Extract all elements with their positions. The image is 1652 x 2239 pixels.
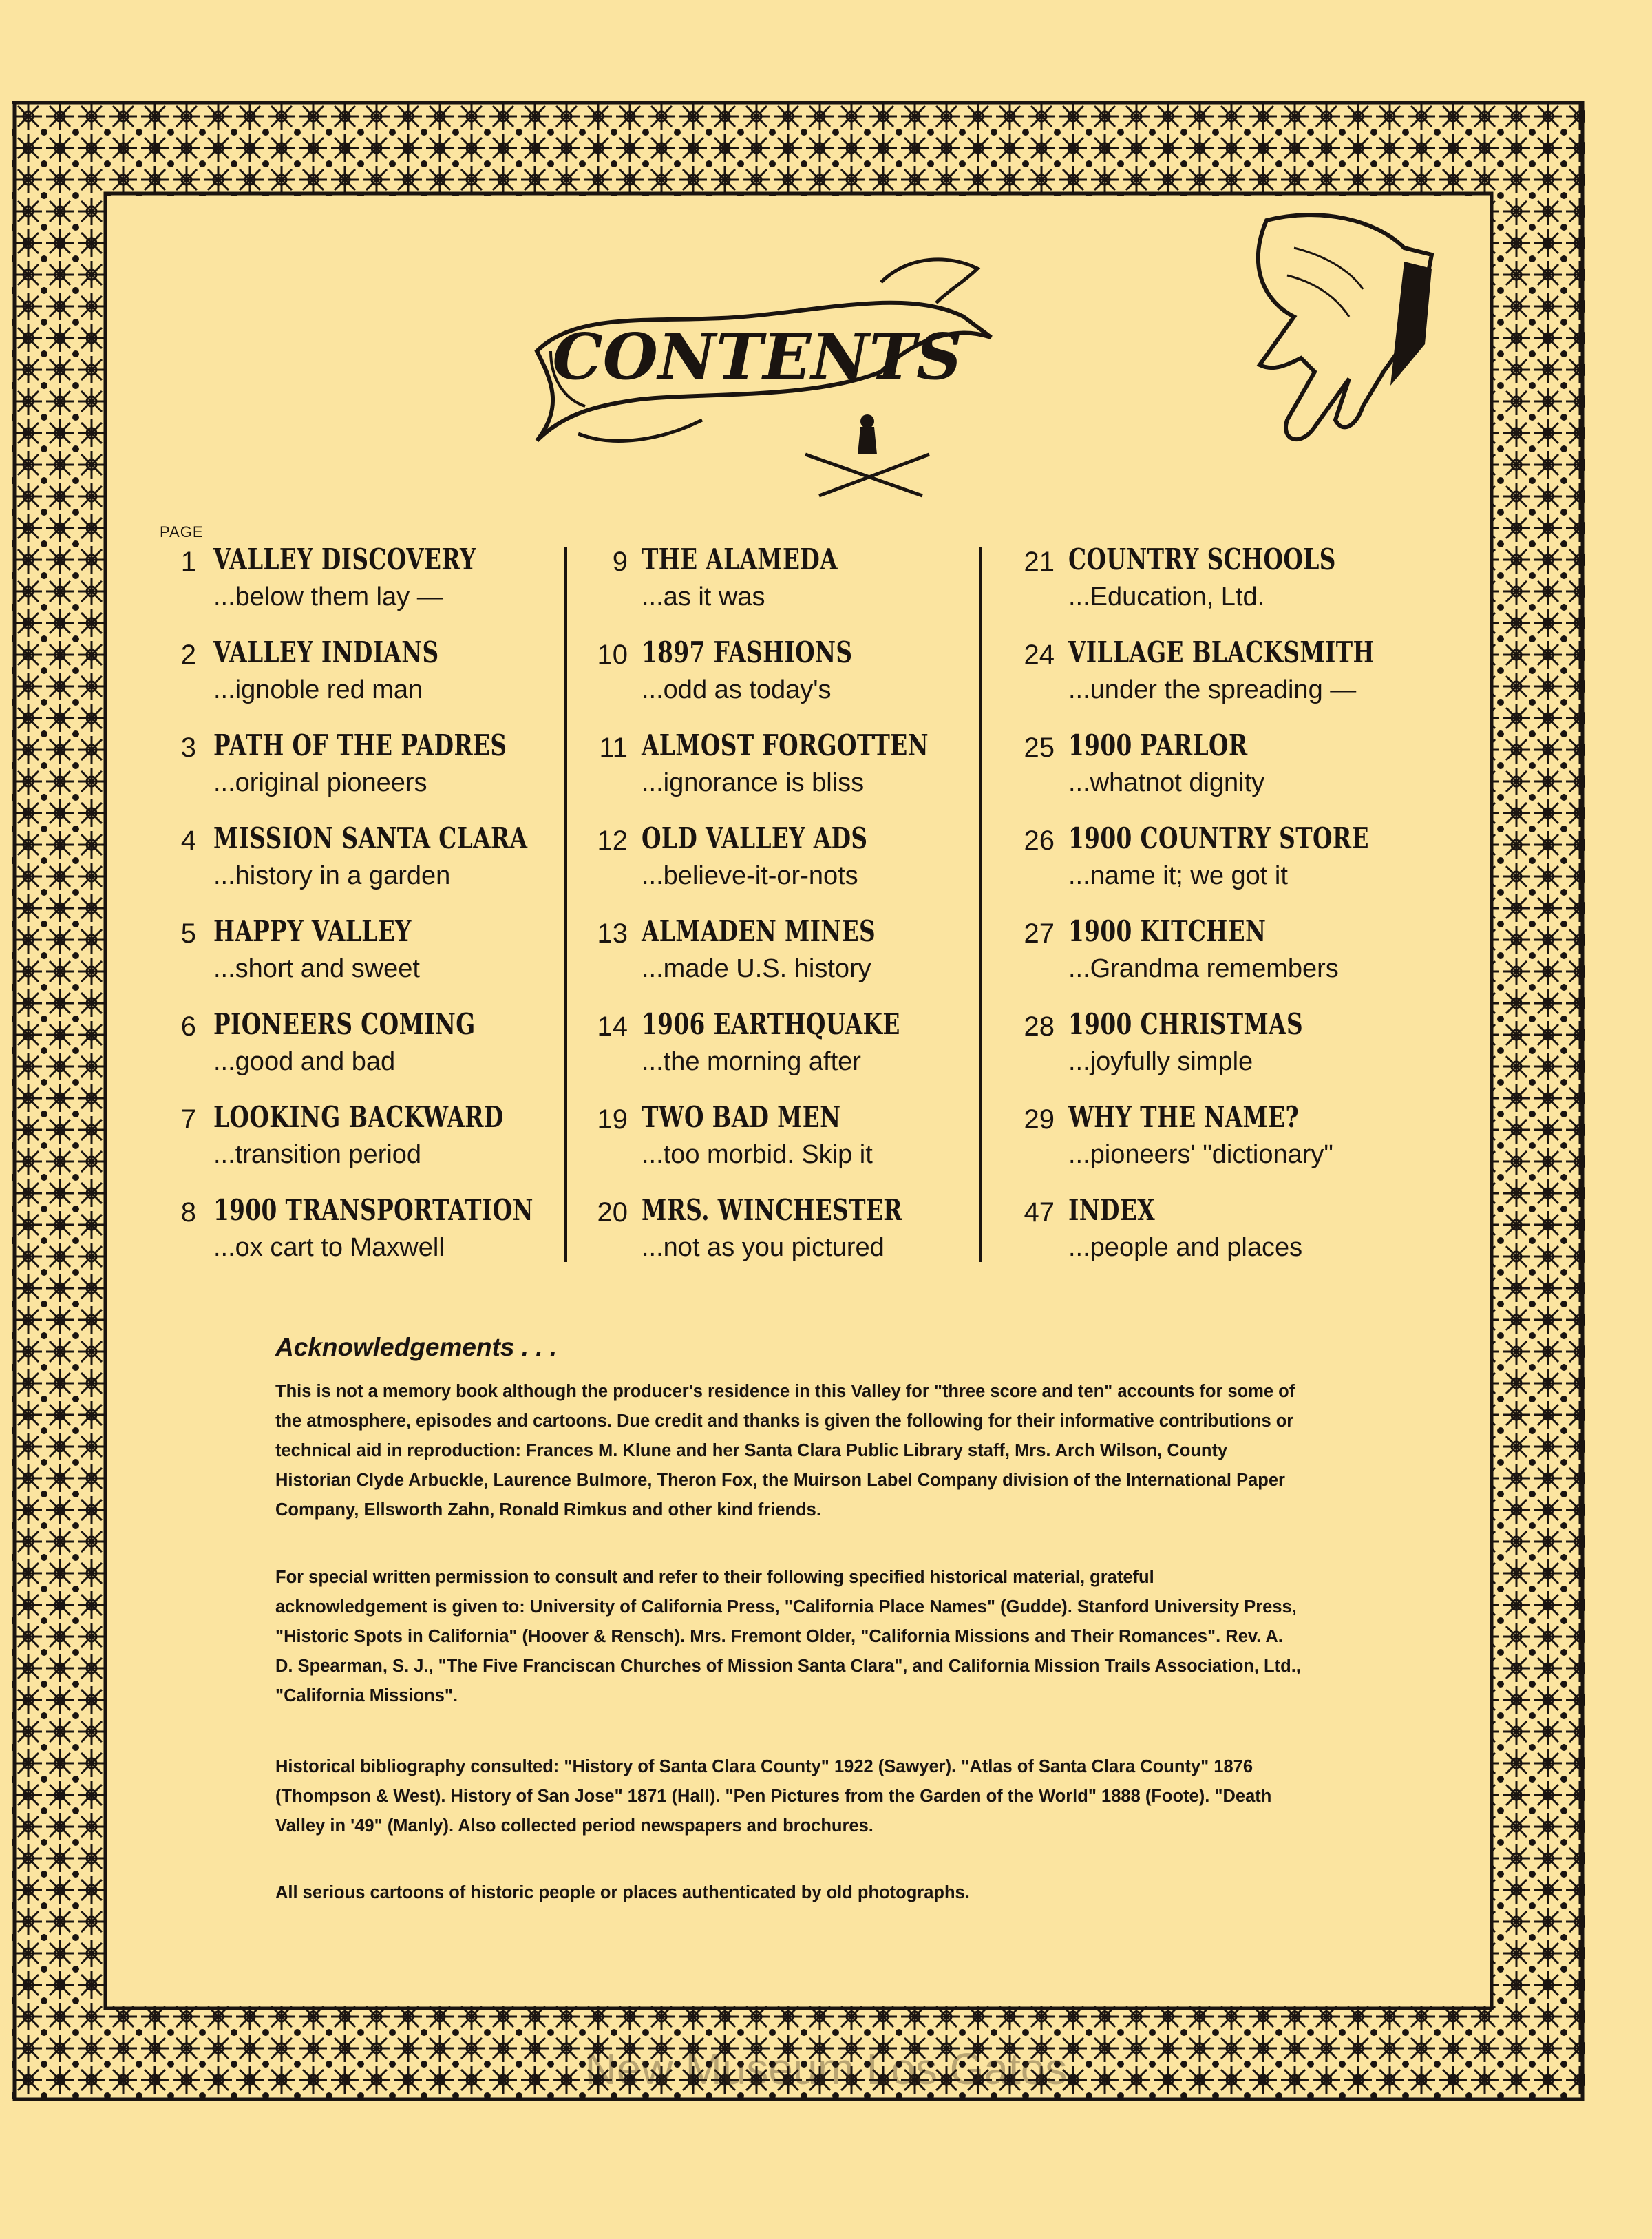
chapter-heading: 1897 FASHIONS (642, 635, 853, 669)
contents-entry (172, 1193, 558, 1286)
contents-entry (1005, 635, 1446, 728)
chapter-heading: PATH OF THE PADRES (213, 728, 507, 762)
chapter-subtitle: ...ignoble red man (213, 675, 423, 704)
chapter-subtitle: ...believe-it-or-nots (642, 861, 858, 890)
chapter-subtitle: ...under the spreading — (1068, 675, 1357, 704)
chapter-heading: LOOKING BACKWARD (213, 1100, 504, 1134)
acknowledgements-title: Acknowledgements . . . (275, 1333, 558, 1361)
contents-entry (578, 1007, 984, 1100)
contents-entry (1005, 1193, 1446, 1286)
contents-entry (578, 821, 984, 914)
contents-entry (578, 1193, 984, 1286)
page-number: 8 (180, 1197, 196, 1228)
contents-title: CONTENTS (552, 319, 962, 394)
contents-column-1 (172, 543, 558, 1286)
chapter-heading: 1900 TRANSPORTATION (213, 1193, 533, 1227)
chapter-subtitle: ...made U.S. history (642, 954, 871, 983)
chapter-heading: 1900 KITCHEN (1068, 914, 1267, 948)
chapter-heading: WHY THE NAME? (1068, 1100, 1300, 1134)
chapter-subtitle: ...pioneers' "dictionary" (1068, 1140, 1333, 1169)
chapter-heading: 1900 PARLOR (1068, 728, 1248, 762)
chapter-heading: TWO BAD MEN (642, 1100, 841, 1134)
contents-column-2 (578, 543, 984, 1286)
contents-entry (172, 914, 558, 1007)
chapter-subtitle: ...not as you pictured (642, 1233, 885, 1262)
page-number: 14 (597, 1011, 628, 1042)
page-number: 7 (180, 1104, 196, 1135)
acknowledgements-paragraph: All serious cartoons of historic people or places authenticated by old photographs. (275, 1883, 970, 1902)
contents-entry (578, 914, 984, 1007)
contents-entry (1005, 914, 1446, 1007)
chapter-subtitle: ...ignorance is bliss (642, 768, 865, 797)
column-divider (564, 547, 567, 1262)
page-number: 25 (1024, 733, 1055, 763)
chapter-subtitle: ...odd as today's (642, 675, 832, 704)
page-number: 12 (597, 826, 628, 856)
page-number: 20 (597, 1197, 628, 1228)
pointing-hand-illustration (1225, 207, 1446, 468)
page-number: 10 (597, 640, 628, 670)
chapter-heading: 1900 COUNTRY STORE (1068, 821, 1369, 855)
chapter-heading: VILLAGE BLACKSMITH (1068, 635, 1375, 669)
chapter-heading: 1900 CHRISTMAS (1068, 1007, 1303, 1041)
chapter-subtitle: ...whatnot dignity (1068, 768, 1265, 797)
contents-entry (578, 543, 984, 635)
page-number: 21 (1024, 547, 1055, 577)
chapter-heading: OLD VALLEY ADS (642, 821, 868, 855)
contents-entry (1005, 821, 1446, 914)
chapter-heading: COUNTRY SCHOOLS (1068, 543, 1336, 576)
contents-entry (1005, 1007, 1446, 1100)
chapter-heading: ALMOST FORGOTTEN (642, 728, 929, 762)
chapter-subtitle: ...Grandma remembers (1068, 954, 1339, 983)
contents-column-3 (1005, 543, 1446, 1286)
page-number: 28 (1024, 1011, 1055, 1042)
page-number: 19 (597, 1104, 628, 1135)
contents-banner (523, 241, 1005, 503)
chapter-subtitle: ...joyfully simple (1068, 1047, 1253, 1076)
chapter-heading: THE ALAMEDA (642, 543, 838, 576)
chapter-subtitle: ...below them lay — (213, 582, 443, 611)
contents-entry (172, 1007, 558, 1100)
chapter-heading: ALMADEN MINES (642, 914, 876, 948)
watermark: New Museum Los Gatos (584, 2044, 1068, 2094)
page-number: 2 (180, 640, 196, 670)
chapter-heading: INDEX (1068, 1193, 1156, 1227)
chapter-subtitle: ...name it; we got it (1068, 861, 1288, 890)
chapter-subtitle: ...transition period (213, 1140, 422, 1169)
chapter-subtitle: ...history in a garden (213, 861, 451, 890)
chapter-subtitle: ...the morning after (642, 1047, 861, 1076)
chapter-heading: VALLEY DISCOVERY (213, 543, 476, 576)
chapter-subtitle: ...short and sweet (213, 954, 420, 983)
chapter-heading: PIONEERS COMING (213, 1007, 476, 1041)
page-number: 11 (599, 733, 628, 763)
contents-entry (172, 543, 558, 635)
chapter-heading: MRS. WINCHESTER (642, 1193, 902, 1227)
contents-entry (172, 1100, 558, 1193)
contents-entry (1005, 728, 1446, 821)
page-number: 3 (180, 733, 196, 763)
contents-entry (578, 1100, 984, 1193)
contents-entry (1005, 1100, 1446, 1193)
contents-entry (172, 821, 558, 914)
page-number: 29 (1024, 1104, 1055, 1135)
chapter-subtitle: ...as it was (642, 582, 765, 611)
chapter-heading: HAPPY VALLEY (213, 914, 412, 948)
contents-entry (578, 635, 984, 728)
acknowledgements-paragraph: For special written permission to consult and refer to their following specified historical material, grateful acknowledgement is given to: University of California Press, "California Place Names" (Gudde). Stanford University Press, "Historic Spots in California" (Hoover & Rensch). Mrs. Fremont Older, "California Missions and Their Romances". Rev. A. D. Spearman, S. J., "The Five Franciscan Churches of Mission Santa Clara", and California Mission Trails Association, Ltd., "California Missions". (275, 1568, 1301, 1705)
column-divider (979, 547, 982, 1262)
chapter-subtitle: ...ox cart to Maxwell (213, 1233, 445, 1262)
page-number: 13 (597, 918, 628, 949)
chapter-heading: 1906 EARTHQUAKE (642, 1007, 900, 1041)
chapter-subtitle: ...original pioneers (213, 768, 427, 797)
acknowledgements-paragraph: This is not a memory book although the producer's residence in this Valley for "three score and ten" accounts for some of the atmosphere, episodes and cartoons. Due credit and thanks is given the following for their informative contributions or technical aid in reproduction: Frances M. Klune and her Santa Clara Public Library staff, Mrs. Arch Wilson, County Historian Clyde Arbuckle, Laurence Bulmore, Theron Fox, the Muirson Label Company division of the International Paper Company, Ellsworth Zahn, Ronald Rimkus and other kind friends. (275, 1382, 1295, 1520)
chapter-subtitle: ...good and bad (213, 1047, 396, 1076)
page-number: 47 (1024, 1197, 1055, 1228)
chapter-heading: MISSION SANTA CLARA (213, 821, 528, 855)
page-number: 6 (180, 1011, 196, 1042)
chapter-heading: VALLEY INDIANS (213, 635, 439, 669)
page-number: 9 (612, 547, 628, 577)
page-number: 1 (180, 547, 196, 577)
chapter-subtitle: ...people and places (1068, 1233, 1303, 1262)
contents-entry (172, 635, 558, 728)
chapter-subtitle: ...too morbid. Skip it (642, 1140, 873, 1169)
chapter-subtitle: ...Education, Ltd. (1068, 582, 1265, 611)
page-number: 24 (1024, 640, 1055, 670)
page-number: 27 (1024, 918, 1055, 949)
page-column-label: PAGE (160, 523, 204, 540)
page-number: 4 (180, 826, 196, 856)
contents-entry (578, 728, 984, 821)
page-number: 5 (180, 918, 196, 949)
contents-entry (1005, 543, 1446, 635)
page-number: 26 (1024, 826, 1055, 856)
acknowledgements-paragraph: Historical bibliography consulted: "History of Santa Clara County" 1922 (Sawyer). "Atlas of Santa Clara County" 1876 (Thompson & West). History of San Jose" 1871 (Hall). "Pen Pictures from the Garden of the World" 1888 (Foote). "Death Valley in '49" (Manly). Also collected period newspapers and brochures. (275, 1757, 1272, 1836)
contents-entry (172, 728, 558, 821)
